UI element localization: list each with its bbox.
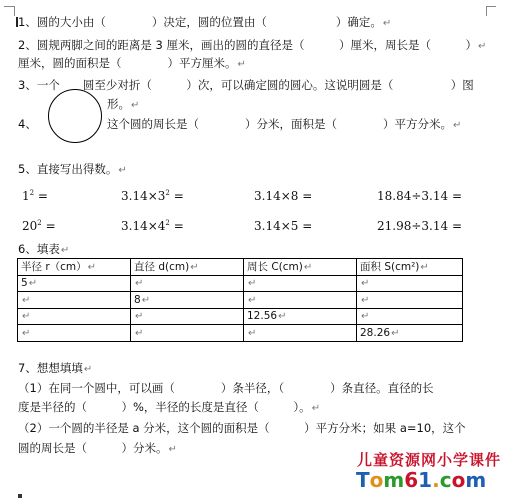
question-2-line-1 xyxy=(18,38,486,54)
question-4-text: 这个圆的周长是（ ）分米，面积是（ ）平方分米。 xyxy=(107,117,452,131)
watermark-letter: . xyxy=(432,468,440,492)
table-cell[interactable]: ↵ xyxy=(244,292,357,309)
watermark-letter: c xyxy=(439,468,452,492)
watermark-title: 儿童资源网小学课件 xyxy=(357,451,502,469)
paragraph-mark: ↵ xyxy=(477,41,487,52)
table-cell[interactable]: 28.26↵ xyxy=(357,325,463,342)
watermark-letter: o xyxy=(369,468,384,492)
table-row xyxy=(18,275,463,292)
crop-mark-top-left-v xyxy=(14,6,15,16)
table-cell[interactable]: ↵ xyxy=(131,325,244,342)
question-7-2-line-2 xyxy=(18,441,177,457)
question-7-1-text-a: （1）在同一个圆中，可以画（ ）条半径，（ ）条直径。直径的长 xyxy=(18,381,434,395)
paragraph-mark: ↵ xyxy=(83,364,93,375)
crop-mark-top-left xyxy=(4,6,14,7)
watermark-logo xyxy=(356,468,506,496)
table-header-cell: 直径 d(cm)↵ xyxy=(131,259,244,276)
question-5-text: 5、直接写出得数。 xyxy=(18,162,118,176)
circle-figure xyxy=(48,89,102,143)
crop-mark-top-right-v xyxy=(486,6,487,16)
calc-1-2: $3.14\times 3^2$ = xyxy=(121,189,184,203)
question-3-line-1 xyxy=(18,78,474,92)
watermark-letter: o xyxy=(451,468,466,492)
question-3-text-b: 形。 xyxy=(107,97,130,111)
paragraph-mark: ↵ xyxy=(453,120,462,131)
table-cell[interactable]: ↵ xyxy=(357,308,463,325)
question-7-2-text-b: 圆的周长是（ ）分米。 xyxy=(18,441,168,455)
question-2-line-2 xyxy=(18,56,246,72)
calc-2-4: 21.98÷3.14 = xyxy=(377,219,462,233)
paragraph-mark: ↵ xyxy=(237,59,246,70)
table-header-cell: 半径 r（cm）↵ xyxy=(18,259,131,276)
table-cell[interactable]: ↵ xyxy=(244,275,357,292)
table-cell[interactable]: ↵ xyxy=(357,275,463,292)
table-cell[interactable]: 5↵ xyxy=(18,275,131,292)
paragraph-mark: ↵ xyxy=(118,165,127,176)
question-7-heading xyxy=(18,361,92,377)
table-cell[interactable]: ↵ xyxy=(131,308,244,325)
table-cell[interactable]: ↵ xyxy=(244,325,357,342)
question-2-text-b: 厘米，圆的面积是（ ）平方厘米。 xyxy=(18,56,237,70)
question-4-number xyxy=(18,117,37,131)
table-cell[interactable]: ↵ xyxy=(357,292,463,309)
question-4-label: 4、 xyxy=(18,117,37,131)
table-cell[interactable]: ↵ xyxy=(131,275,244,292)
calc-1-3: 3.14×8 = xyxy=(254,189,313,203)
question-7-1-line-2 xyxy=(18,400,320,416)
calc-2-3: 3.14×5 = xyxy=(254,219,313,233)
table-row xyxy=(18,292,463,309)
watermark-letter: 1 xyxy=(418,468,433,492)
crop-mark-top-right xyxy=(486,6,496,7)
question-3-text-a: 3、一个 圆至少对折（ ）次，可以确定圆的圆心。这说明圆是（ ）图 xyxy=(18,78,474,92)
table-header-cell: 周长 C(cm)↵ xyxy=(244,259,357,276)
table-cell[interactable]: ↵ xyxy=(18,308,131,325)
paragraph-mark: ↵ xyxy=(60,245,70,256)
table-row xyxy=(18,308,463,325)
watermark-letter: 6 xyxy=(404,468,419,492)
table-cell[interactable]: ↵ xyxy=(18,325,131,342)
question-1 xyxy=(18,15,391,31)
question-3-line-2 xyxy=(107,97,139,113)
watermark-letter: m xyxy=(465,468,487,492)
table-row xyxy=(18,325,463,342)
question-4-line xyxy=(107,117,461,133)
watermark-letter: T xyxy=(356,468,370,492)
question-6-heading xyxy=(18,242,69,258)
paragraph-mark: ↵ xyxy=(382,18,392,29)
question-6-text: 6、填表 xyxy=(18,242,60,256)
question-7-2-text-a: （2）一个圆的半径是 a 分米，这个圆的面积是（ ）平方分米；如果 a=10，这个 xyxy=(18,421,466,435)
calc-2-2: $3.14\times 4^2$ = xyxy=(121,219,184,233)
table-cell[interactable]: ↵ xyxy=(18,292,131,309)
table-header-cell: 面积 S(cm²)↵ xyxy=(357,259,463,276)
table-header-row xyxy=(18,259,463,276)
table-cell[interactable]: 12.56↵ xyxy=(244,308,357,325)
question-5-heading xyxy=(18,162,127,178)
question-7-2-line-1 xyxy=(18,421,466,435)
paragraph-mark: ↵ xyxy=(311,403,321,414)
question-1-text: 1、圆的大小由（ ）决定，圆的位置由（ ）确定。 xyxy=(18,15,382,29)
question-7-1-text-b: 度是半径的（ ）%，半径的长度是直径（ ）。 xyxy=(18,400,311,414)
watermark-letter: m xyxy=(383,468,405,492)
table-cell[interactable]: 8↵ xyxy=(131,292,244,309)
question-2-text-a: 2、圆规两脚之间的距离是 3 厘米，画出的圆的直径是（ ）厘米，周长是（ ） xyxy=(18,38,477,52)
question-7-text: 7、想想填填 xyxy=(18,361,83,375)
calc-2-1: $20^2$ = xyxy=(22,219,56,233)
paragraph-mark: ↵ xyxy=(168,444,177,455)
paragraph-mark: ↵ xyxy=(131,100,140,111)
calc-1-1: $1^2$ = xyxy=(22,189,48,203)
fill-table xyxy=(17,258,463,342)
question-7-1-line-1 xyxy=(18,381,434,395)
bullet-mark xyxy=(18,494,22,498)
calc-1-4: 18.84÷3.14 = xyxy=(377,189,462,203)
